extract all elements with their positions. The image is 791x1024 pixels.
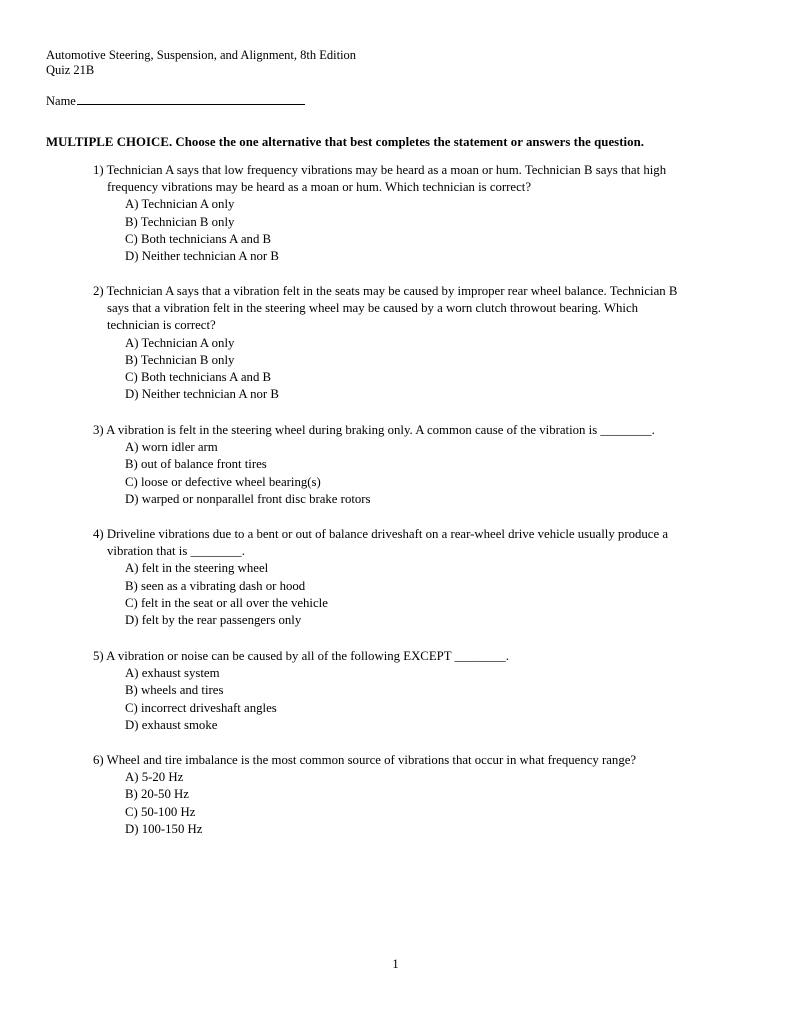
answer-option-b: B) Technician B only — [125, 352, 235, 367]
quiz-label: Quiz 21B — [46, 63, 95, 77]
question-text-line: 3) A vibration is felt in the steering wheel during braking only. A common cause of the vibration is ________. — [93, 423, 655, 437]
answer-options — [93, 665, 753, 734]
answer-option-d: D) warped or nonparallel front disc brake rotors — [125, 491, 371, 506]
answer-option-c: C) felt in the seat or all over the vehicle — [125, 595, 328, 610]
answer-option-d: D) felt by the rear passengers only — [125, 613, 302, 628]
answer-option-a: A) worn idler arm — [125, 440, 218, 455]
answer-options — [93, 560, 753, 629]
question-2 — [93, 283, 753, 403]
answer-option-b: B) 20-50 Hz — [125, 787, 189, 802]
book-title: Automotive Steering, Suspension, and Alignment, 8th Edition — [46, 48, 357, 62]
instructions-heading: MULTIPLE CHOICE. Choose the one alternative that best completes the statement or answers the question. — [46, 135, 644, 149]
question-text-line: says that a vibration felt in the steering wheel may be caused by a worn clutch throwout bearing. Which — [107, 301, 639, 316]
question-4 — [93, 526, 753, 629]
question-text-line: 6) Wheel and tire imbalance is the most common source of vibrations that occur in what frequency range? — [93, 753, 637, 767]
question-6 — [93, 752, 753, 838]
answer-option-d: D) Neither technician A nor B — [125, 249, 279, 264]
question-text-line: vibration that is ________. — [107, 544, 245, 559]
answer-option-b: B) seen as a vibrating dash or hood — [125, 578, 306, 593]
answer-option-a: A) exhaust system — [125, 666, 220, 681]
answer-option-a: A) felt in the steering wheel — [125, 561, 269, 576]
name-blank-line — [77, 92, 305, 105]
answer-option-b: B) wheels and tires — [125, 683, 224, 698]
answer-option-c: C) loose or defective wheel bearing(s) — [125, 474, 321, 489]
answer-option-d: D) 100-150 Hz — [125, 821, 203, 836]
answer-options — [93, 335, 753, 404]
answer-option-d: D) Neither technician A nor B — [125, 387, 279, 402]
answer-option-b: B) Technician B only — [125, 214, 235, 229]
question-text-line: frequency vibrations may be heard as a moan or hum. Which technician is correct? — [107, 180, 532, 195]
question-1 — [93, 162, 753, 265]
question-text-line: 2) Technician A says that a vibration felt in the seats may be caused by improper rear wheel balance. Technician B — [93, 284, 678, 298]
page-number: 1 — [392, 957, 399, 971]
answer-option-d: D) exhaust smoke — [125, 717, 218, 732]
question-5 — [93, 648, 753, 734]
answer-option-c: C) Both technicians A and B — [125, 231, 272, 246]
question-text-line: technician is correct? — [107, 318, 216, 333]
answer-option-a: A) 5-20 Hz — [125, 770, 184, 785]
answer-options — [93, 769, 753, 838]
answer-options — [93, 196, 753, 265]
answer-option-a: A) Technician A only — [125, 197, 235, 212]
question-3 — [93, 422, 753, 508]
answer-options — [93, 439, 753, 508]
question-text-line: 1) Technician A says that low frequency vibrations may be heard as a moan or hum. Technician B says that high — [93, 163, 667, 177]
question-text-line: 5) A vibration or noise can be caused by all of the following EXCEPT ________. — [93, 649, 509, 663]
name-field-row — [46, 92, 305, 109]
name-label: Name — [46, 94, 76, 108]
answer-option-c: C) 50-100 Hz — [125, 804, 196, 819]
answer-option-c: C) incorrect driveshaft angles — [125, 700, 277, 715]
question-text-line: 4) Driveline vibrations due to a bent or out of balance driveshaft on a rear-wheel drive vehicle usually produce a — [93, 527, 669, 541]
answer-option-a: A) Technician A only — [125, 335, 235, 350]
answer-option-c: C) Both technicians A and B — [125, 370, 272, 385]
answer-option-b: B) out of balance front tires — [125, 457, 267, 472]
